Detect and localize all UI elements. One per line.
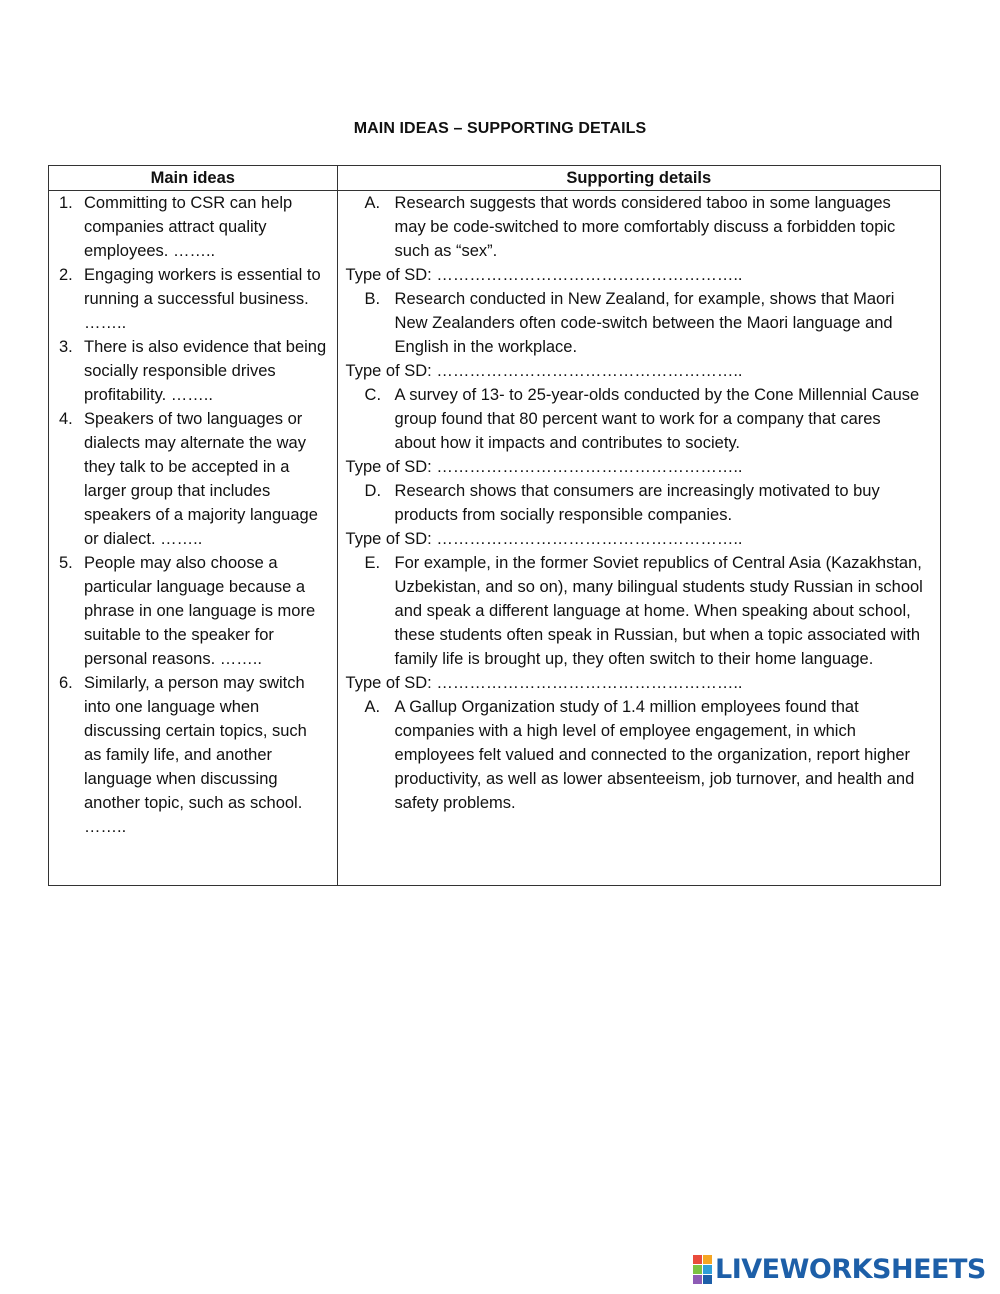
- supporting-detail-text: Research conducted in New Zealand, for example, shows that Maori New Zealanders often code-switch between the Maori language and English in the workplace.: [394, 290, 895, 356]
- main-idea-item: [49, 191, 337, 263]
- supporting-detail-letter: C.: [364, 386, 382, 404]
- logo-block: [693, 1275, 702, 1284]
- supporting-detail-item: [338, 551, 940, 671]
- type-of-sd-blank[interactable]: Type of SD: ………………………………………………..: [345, 458, 743, 476]
- main-idea-number: 2.: [59, 266, 73, 284]
- main-idea-number: 5.: [59, 554, 73, 572]
- supporting-detail-letter: A.: [364, 698, 381, 716]
- main-ideas-table: [48, 165, 941, 886]
- supporting-detail-text: For example, in the former Soviet republics of Central Asia (Kazakhstan, Uzbekistan, and so on), many bilingual students study Russian in school and speak a different language at home. When speaking about school, these students often speak in Russian, but when a topic associated with family life is brought up, they often switch to their home language.: [394, 554, 923, 668]
- supporting-detail-letter: D.: [364, 482, 382, 500]
- main-idea-text: There is also evidence that being socially responsible drives profitability. ……..: [84, 338, 327, 404]
- supporting-detail-letter: E.: [364, 554, 381, 572]
- liveworksheets-logo: [693, 1254, 986, 1285]
- main-idea-text: People may also choose a particular language because a phrase in one language is more suitable to the speaker for personal reasons. ……..: [84, 554, 316, 668]
- supporting-detail-text: A survey of 13- to 25-year-olds conducted by the Cone Millennial Cause group found that 80 percent want to work for a company that cares about how it impacts and contributes to society.: [394, 386, 920, 452]
- supporting-detail-item: [338, 479, 940, 527]
- supporting-detail-letter: B.: [364, 290, 381, 308]
- supporting-details-cell: [337, 191, 940, 886]
- supporting-detail-text: Research suggests that words considered taboo in some languages may be code-switched to more comfortably discuss a forbidden topic such as “sex”.: [394, 194, 896, 260]
- main-idea-text: Speakers of two languages or dialects may alternate the way they talk to be accepted in a larger group that includes speakers of a majority language or dialect. ……..: [84, 410, 318, 548]
- logo-block: [703, 1275, 712, 1284]
- main-ideas-header: Main ideas: [49, 166, 338, 191]
- liveworksheets-logo-icon: [693, 1255, 712, 1284]
- supporting-detail-item: [338, 383, 940, 455]
- main-idea-text: Engaging workers is essential to running a successful business. ……..: [84, 266, 321, 332]
- main-idea-text: Similarly, a person may switch into one language when discussing certain topics, such as family life, and another language when discussing another topic, such as school. ……..: [84, 674, 307, 836]
- supporting-detail-item: [338, 287, 940, 359]
- logo-block: [693, 1255, 702, 1264]
- main-idea-number: 3.: [59, 338, 73, 356]
- main-idea-number: 1.: [59, 194, 73, 212]
- main-idea-number: 4.: [59, 410, 73, 428]
- liveworksheets-wordmark: LIVEWORKSHEETS: [715, 1254, 986, 1285]
- main-idea-item: [49, 335, 337, 407]
- type-of-sd-blank[interactable]: Type of SD: ………………………………………………..: [345, 674, 743, 692]
- supporting-detail-text: A Gallup Organization study of 1.4 million employees found that companies with a high level of employee engagement, in which employees felt valued and connected to the organization, report higher productivity, as well as lower absenteeism, job turnover, and health and safety problems.: [394, 698, 915, 812]
- supporting-detail-letter: A.: [364, 194, 381, 212]
- supporting-detail-item: [338, 695, 940, 815]
- main-idea-item: [49, 551, 337, 671]
- supporting-details-header: Supporting details: [337, 166, 940, 191]
- logo-block: [703, 1255, 712, 1264]
- main-ideas-cell: [49, 191, 338, 886]
- type-of-sd-blank[interactable]: Type of SD: ………………………………………………..: [345, 266, 743, 284]
- supporting-detail-text: Research shows that consumers are increasingly motivated to buy products from socially responsible companies.: [394, 482, 880, 524]
- main-idea-text: Committing to CSR can help companies attract quality employees. ……..: [84, 194, 293, 260]
- main-idea-number: 6.: [59, 674, 73, 692]
- logo-block: [703, 1265, 712, 1274]
- main-idea-item: [49, 407, 337, 551]
- supporting-detail-item: [338, 191, 940, 263]
- type-of-sd-blank[interactable]: Type of SD: ………………………………………………..: [345, 362, 743, 380]
- main-idea-item: [49, 671, 337, 839]
- logo-block: [693, 1265, 702, 1274]
- main-idea-item: [49, 263, 337, 335]
- document-title: MAIN IDEAS – SUPPORTING DETAILS: [353, 120, 647, 137]
- type-of-sd-blank[interactable]: Type of SD: ………………………………………………..: [345, 530, 743, 548]
